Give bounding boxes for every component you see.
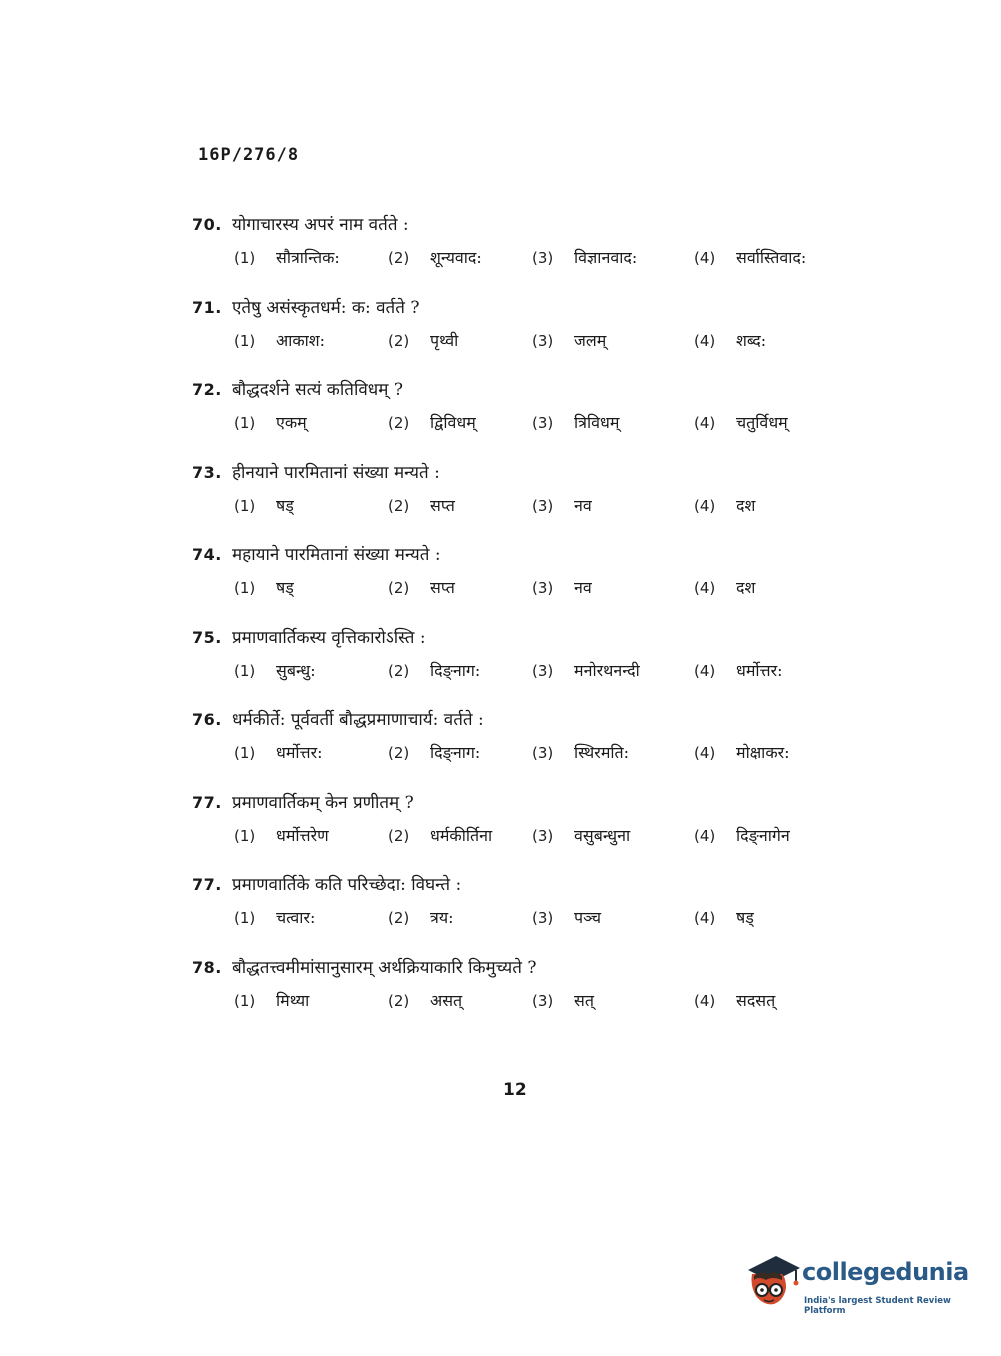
- option-text: मिथ्या: [276, 990, 310, 1010]
- question-item: [192, 707, 872, 790]
- question-item: [192, 212, 872, 295]
- question-text: प्रमाणवार्तिके कति परिच्छेदा: विघन्ते :: [232, 875, 462, 895]
- question-line: [192, 542, 441, 565]
- option-1: [234, 411, 307, 433]
- option-row: [234, 246, 874, 270]
- option-number: (1): [234, 744, 256, 762]
- option-text: धर्मोत्तरेण: [276, 825, 329, 845]
- option-4: [694, 989, 775, 1011]
- option-3: [532, 329, 606, 351]
- student-mascot-icon: [742, 1250, 800, 1312]
- option-2: [388, 576, 455, 598]
- option-row: [234, 659, 874, 683]
- option-text: दश: [736, 578, 756, 597]
- option-text: सर्वास्तिवाद:: [736, 248, 807, 267]
- paper-code: 16P/276/8: [198, 145, 300, 165]
- question-line: [192, 377, 403, 400]
- option-text: दिङ्नाग:: [430, 660, 481, 680]
- option-1: [234, 659, 316, 681]
- question-text: धर्मकीर्ते: पूर्ववर्ती बौद्धप्रमाणाचार्य: वर्तते :: [232, 710, 484, 730]
- option-4: [694, 246, 806, 268]
- question-text: योगाचारस्य अपरं नाम वर्तते :: [232, 215, 409, 235]
- question-text: बौद्धदर्शने सत्यं कतिविधम् ?: [232, 380, 403, 400]
- option-number: (4): [694, 661, 716, 680]
- option-text: मनोरथनन्दी: [574, 660, 640, 680]
- option-2: [388, 824, 492, 846]
- option-row: [234, 741, 874, 765]
- option-4: [694, 741, 790, 763]
- option-number: (2): [388, 249, 410, 267]
- option-text: शब्द:: [736, 330, 767, 350]
- option-4: [694, 411, 788, 433]
- option-row: [234, 906, 874, 930]
- option-number: (2): [388, 414, 410, 432]
- option-2: [388, 741, 480, 763]
- option-text: नव: [574, 578, 592, 597]
- option-number: (1): [234, 661, 256, 680]
- question-line: [192, 295, 419, 318]
- option-number: (1): [234, 826, 256, 845]
- question-text: महायाने पारमितानां संख्या मन्यते :: [232, 545, 441, 565]
- question-number: 77.: [192, 792, 222, 812]
- option-text: दिङ्नाग:: [430, 743, 481, 762]
- question-item: [192, 625, 872, 708]
- option-text: सप्त: [430, 578, 455, 597]
- option-text: पञ्च: [574, 908, 602, 927]
- option-text: धर्मोत्तर:: [276, 743, 323, 762]
- option-text: वसुबन्धुना: [574, 825, 631, 845]
- option-text: त्रिविधम्: [574, 413, 620, 432]
- question-text: एतेषु असंस्कृतधर्म: क: वर्तते ?: [232, 297, 420, 318]
- option-number: (4): [694, 579, 716, 597]
- option-text: सप्त: [430, 495, 455, 515]
- option-number: (3): [532, 414, 554, 432]
- option-number: (4): [694, 909, 716, 927]
- option-2: [388, 246, 482, 268]
- option-4: [694, 824, 790, 846]
- option-1: [234, 576, 294, 598]
- option-3: [532, 246, 637, 268]
- option-number: (3): [532, 496, 554, 515]
- option-number: (2): [388, 909, 410, 927]
- option-row: [234, 989, 874, 1013]
- question-line: [192, 872, 461, 895]
- option-number: (4): [694, 496, 716, 515]
- option-text: शून्यवाद:: [430, 248, 482, 267]
- option-number: (4): [694, 826, 716, 845]
- option-4: [694, 329, 766, 351]
- option-text: सौत्रान्तिक:: [276, 248, 340, 267]
- option-number: (1): [234, 414, 256, 432]
- brand-name: collegedunia: [802, 1258, 969, 1286]
- option-4: [694, 906, 754, 928]
- option-text: एकम्: [276, 413, 307, 432]
- option-number: (4): [694, 249, 716, 267]
- option-text: असत्: [430, 990, 463, 1010]
- option-number: (4): [694, 414, 716, 432]
- question-number: 76.: [192, 710, 222, 729]
- option-1: [234, 906, 315, 928]
- option-text: षड्: [276, 495, 294, 515]
- option-number: (2): [388, 826, 410, 845]
- option-text: पृथ्वी: [430, 330, 459, 350]
- option-3: [532, 659, 640, 681]
- question-list: [192, 212, 872, 1037]
- question-number: 73.: [192, 462, 222, 482]
- option-number: (3): [532, 249, 554, 267]
- option-number: (3): [532, 826, 554, 845]
- option-3: [532, 989, 594, 1011]
- option-number: (2): [388, 991, 410, 1010]
- brand-tagline: India's largest Student Review Platform: [804, 1296, 951, 1316]
- question-number: 70.: [192, 215, 222, 234]
- question-number: 71.: [192, 297, 222, 317]
- option-1: [234, 824, 329, 846]
- question-number: 75.: [192, 627, 222, 647]
- option-number: (4): [694, 744, 716, 762]
- option-text: दिङ्नागेन: [736, 825, 790, 845]
- option-1: [234, 741, 323, 763]
- option-number: (3): [532, 744, 554, 762]
- question-line: [192, 955, 537, 978]
- option-1: [234, 989, 309, 1011]
- option-text: षड्: [276, 578, 294, 597]
- option-3: [532, 494, 592, 516]
- option-text: चतुर्विधम्: [736, 413, 788, 432]
- option-number: (3): [532, 991, 554, 1010]
- page-number: 12: [503, 1080, 527, 1100]
- option-3: [532, 576, 592, 598]
- option-text: स्थिरमति:: [574, 743, 630, 762]
- option-3: [532, 741, 629, 763]
- option-number: (3): [532, 331, 554, 350]
- option-number: (3): [532, 909, 554, 927]
- question-line: [192, 460, 440, 483]
- option-number: (4): [694, 991, 716, 1010]
- option-row: [234, 411, 874, 435]
- option-2: [388, 906, 454, 928]
- question-line: [192, 790, 414, 813]
- option-number: (1): [234, 909, 256, 927]
- question-line: [192, 707, 484, 730]
- question-number: 77.: [192, 875, 222, 894]
- option-1: [234, 246, 340, 268]
- option-number: (2): [388, 661, 410, 680]
- question-text: हीनयाने पारमितानां संख्या मन्यते :: [232, 462, 440, 483]
- option-2: [388, 329, 458, 351]
- option-4: [694, 576, 755, 598]
- question-item: [192, 872, 872, 955]
- option-number: (1): [234, 579, 256, 597]
- question-item: [192, 460, 872, 543]
- option-number: (2): [388, 744, 410, 762]
- option-text: धर्मोत्तर:: [736, 660, 783, 680]
- option-number: (1): [234, 331, 256, 350]
- option-2: [388, 659, 480, 681]
- option-4: [694, 494, 755, 516]
- option-text: चत्वार:: [276, 908, 316, 927]
- question-text: बौद्धतत्त्वमीमांसानुसारम् अर्थक्रियाकारि किमुच्यते ?: [232, 957, 537, 978]
- question-item: [192, 377, 872, 460]
- option-2: [388, 411, 476, 433]
- option-number: (3): [532, 579, 554, 597]
- question-number: 72.: [192, 380, 222, 399]
- option-text: आकाश:: [276, 330, 326, 350]
- option-row: [234, 824, 874, 848]
- option-row: [234, 576, 874, 600]
- option-text: सदसत्: [736, 990, 776, 1010]
- question-text: प्रमाणवार्तिकस्य वृत्तिकारोऽस्ति :: [232, 627, 426, 648]
- option-4: [694, 659, 783, 681]
- option-text: नव: [574, 495, 592, 515]
- option-2: [388, 989, 462, 1011]
- question-text: प्रमाणवार्तिकम् केन प्रणीतम् ?: [232, 792, 414, 813]
- option-text: दश: [736, 495, 756, 515]
- option-3: [532, 906, 601, 928]
- question-item: [192, 955, 872, 1038]
- option-text: जलम्: [574, 330, 607, 350]
- option-1: [234, 329, 325, 351]
- option-text: विज्ञानवाद:: [574, 248, 638, 267]
- option-text: षड्: [736, 908, 754, 927]
- collegedunia-watermark: [742, 1250, 972, 1316]
- option-number: (2): [388, 496, 410, 515]
- option-number: (1): [234, 496, 256, 515]
- question-number: 78.: [192, 957, 222, 977]
- option-text: सुबन्धु:: [276, 660, 316, 680]
- option-3: [532, 411, 619, 433]
- question-number: 74.: [192, 545, 222, 564]
- option-row: [234, 329, 874, 353]
- question-line: [192, 212, 409, 235]
- question-item: [192, 295, 872, 378]
- question-item: [192, 790, 872, 873]
- option-number: (4): [694, 331, 716, 350]
- option-text: मोक्षाकर:: [736, 743, 790, 762]
- question-item: [192, 542, 872, 625]
- option-number: (2): [388, 579, 410, 597]
- option-2: [388, 494, 455, 516]
- option-text: त्रय:: [430, 908, 454, 927]
- option-1: [234, 494, 294, 516]
- option-text: धर्मकीर्तिना: [430, 825, 493, 845]
- option-number: (1): [234, 249, 256, 267]
- option-number: (3): [532, 661, 554, 680]
- option-text: सत्: [574, 990, 594, 1010]
- option-3: [532, 824, 630, 846]
- option-number: (2): [388, 331, 410, 350]
- option-number: (1): [234, 991, 256, 1010]
- option-row: [234, 494, 874, 518]
- question-line: [192, 625, 426, 648]
- option-text: द्विविधम्: [430, 413, 476, 432]
